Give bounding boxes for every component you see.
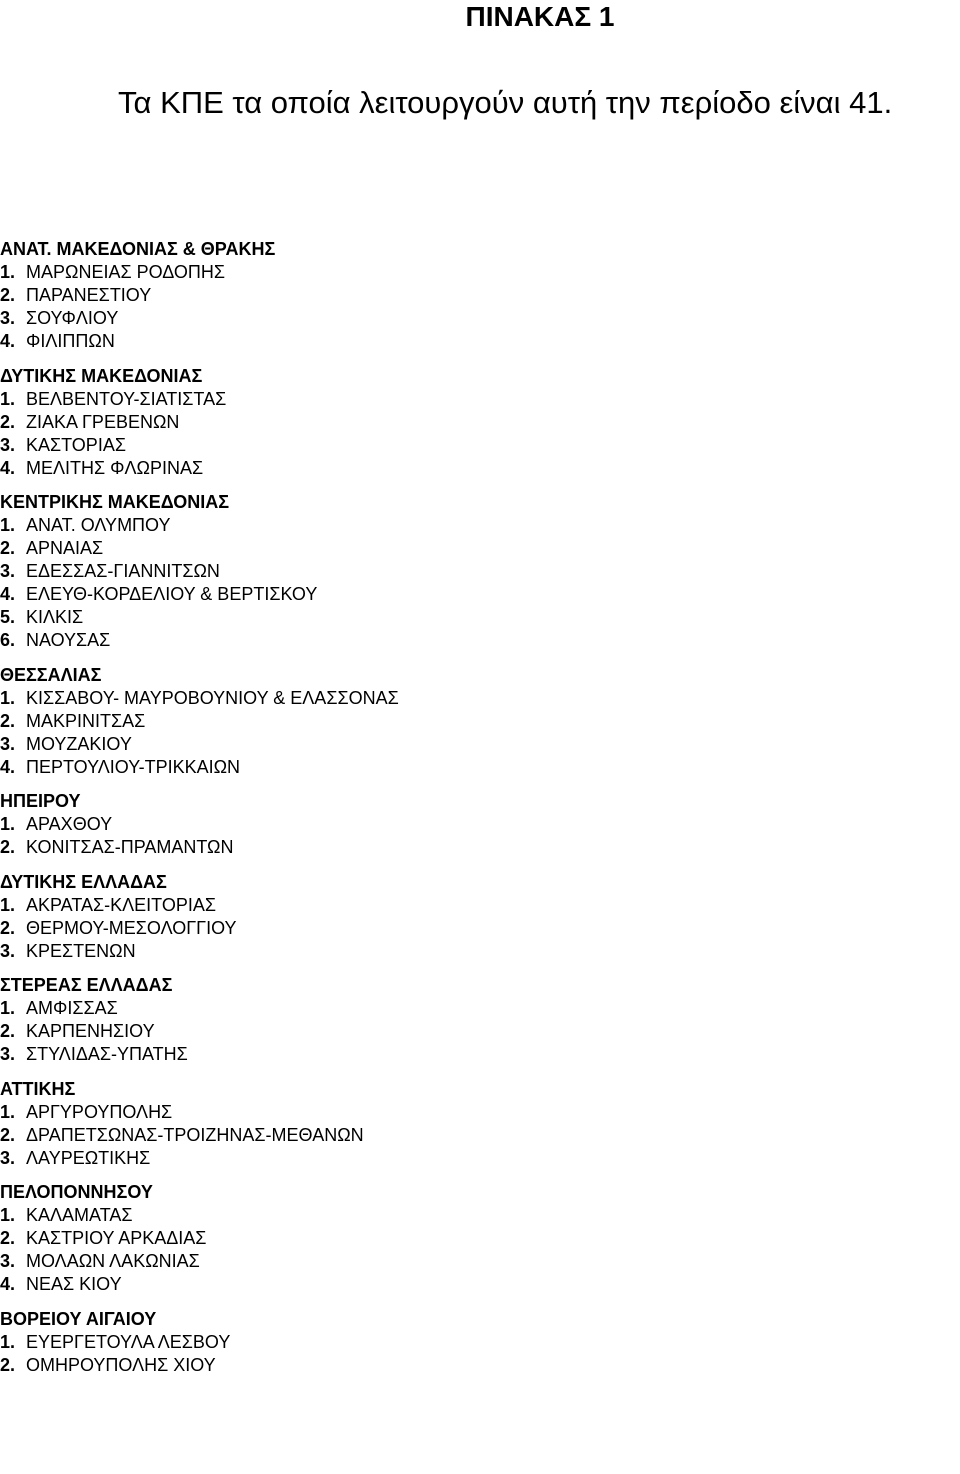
center-list-item — [0, 537, 940, 560]
center-list-item — [0, 894, 940, 917]
region-heading: ΠΕΛΟΠΟΝΝΗΣΟΥ — [0, 1182, 153, 1202]
item-number: 4. — [0, 1274, 16, 1294]
item-number: 1. — [0, 998, 16, 1018]
item-number: 2. — [0, 1354, 16, 1375]
center-name: ΜΕΛΙΤΗΣ ΦΛΩΡΙΝΑΣ — [26, 457, 204, 478]
item-number: 1. — [0, 515, 16, 535]
center-list-item — [0, 1331, 940, 1354]
item-number: 2. — [0, 710, 16, 731]
center-list-item — [0, 434, 940, 457]
item-number: 1. — [0, 894, 16, 915]
item-number: 6. — [0, 630, 16, 650]
page-title: ΠΙΝΑΚΑΣ 1 — [465, 1, 615, 32]
item-number: 3. — [0, 1044, 16, 1064]
item-number: 1. — [0, 814, 16, 834]
center-name: ΖΙΑΚΑ ΓΡΕΒΕΝΩΝ — [26, 411, 180, 432]
center-name: ΠΑΡΑΝΕΣΤΙΟΥ — [26, 285, 152, 305]
center-list-item — [0, 687, 940, 710]
center-name: ΝΕΑΣ ΚΙΟΥ — [26, 1274, 122, 1294]
region-section — [0, 790, 940, 859]
region-heading: ΗΠΕΙΡΟΥ — [0, 791, 81, 811]
item-number: 5. — [0, 607, 16, 627]
center-name: ΑΝΑΤ. ΟΛΥΜΠΟΥ — [26, 515, 171, 535]
item-number: 2. — [0, 1228, 16, 1248]
center-name: ΚΑΛΑΜΑΤΑΣ — [26, 1205, 133, 1225]
center-list-item — [0, 917, 940, 940]
center-name: ΜΑΚΡΙΝΙΤΣΑΣ — [26, 710, 146, 731]
center-list-item — [0, 330, 940, 353]
center-list-item — [0, 1250, 940, 1273]
region-heading: ΔΥΤΙΚΗΣ ΜΑΚΕΔΟΝΙΑΣ — [0, 365, 203, 386]
center-name: ΔΡΑΠΕΤΣΩΝΑΣ-ΤΡΟΙΖΗΝΑΣ-ΜΕΘΑΝΩΝ — [26, 1124, 364, 1145]
region-heading: ΔΥΤΙΚΗΣ ΕΛΛΑΔΑΣ — [0, 871, 167, 892]
center-name: ΣΤΥΛΙΔΑΣ-ΥΠΑΤΗΣ — [26, 1044, 188, 1064]
center-name: ΑΡΑΧΘΟΥ — [26, 814, 113, 834]
item-number: 1. — [0, 388, 16, 409]
item-number: 4. — [0, 584, 16, 604]
center-list-item — [0, 940, 940, 963]
center-list-item — [0, 733, 940, 756]
item-number: 2. — [0, 917, 16, 938]
region-section — [0, 491, 940, 652]
item-number: 4. — [0, 756, 16, 777]
region-section — [0, 871, 940, 963]
item-number: 4. — [0, 331, 16, 351]
center-list-item — [0, 514, 940, 537]
region-section — [0, 365, 940, 480]
center-name: ΕΔΕΣΣΑΣ-ΓΙΑΝΝΙΤΣΩΝ — [26, 561, 220, 581]
center-list-item — [0, 1020, 940, 1043]
center-name: ΕΛΕΥΘ-ΚΟΡΔΕΛΙΟΥ & ΒΕΡΤΙΣΚΟΥ — [26, 584, 318, 604]
item-number: 1. — [0, 1331, 16, 1352]
center-list-item — [0, 1273, 940, 1296]
item-number: 2. — [0, 1021, 16, 1041]
item-number: 3. — [0, 1147, 16, 1168]
item-number: 2. — [0, 538, 16, 558]
item-number: 3. — [0, 308, 16, 328]
item-number: 1. — [0, 1205, 16, 1225]
region-section — [0, 1181, 940, 1296]
center-name: ΒΕΛΒΕΝΤΟΥ-ΣΙΑΤΙΣΤΑΣ — [26, 388, 227, 409]
center-list-item — [0, 457, 940, 480]
center-list-item — [0, 307, 940, 330]
region-heading: ΒΟΡΕΙΟΥ ΑΙΓΑΙΟΥ — [0, 1308, 157, 1329]
center-name: ΜΟΛΑΩΝ ΛΑΚΩΝΙΑΣ — [26, 1251, 200, 1271]
center-list-item — [0, 1227, 940, 1250]
region-heading: ΚΕΝΤΡΙΚΗΣ ΜΑΚΕΔΟΝΙΑΣ — [0, 492, 230, 512]
center-list-item — [0, 560, 940, 583]
region-section — [0, 238, 940, 353]
region-heading: ΑΤΤΙΚΗΣ — [0, 1078, 76, 1099]
center-list-item — [0, 1043, 940, 1066]
region-section — [0, 664, 940, 779]
center-list-item — [0, 1354, 940, 1377]
center-name: ΕΥΕΡΓΕΤΟΥΛΑ ΛΕΣΒΟΥ — [26, 1331, 231, 1352]
item-number: 2. — [0, 837, 16, 857]
center-name: ΑΚΡΑΤΑΣ-ΚΛΕΙΤΟΡΙΑΣ — [26, 894, 216, 915]
center-name: ΜΟΥΖΑΚΙΟΥ — [26, 733, 132, 754]
item-number: 3. — [0, 561, 16, 581]
region-section — [0, 1078, 940, 1170]
region-section — [0, 1308, 940, 1377]
center-name: ΝΑΟΥΣΑΣ — [26, 630, 111, 650]
center-name: ΑΜΦΙΣΣΑΣ — [26, 998, 118, 1018]
center-list-item — [0, 629, 940, 652]
region-heading: ΣΤΕΡΕΑΣ ΕΛΛΑΔΑΣ — [0, 975, 173, 995]
item-number: 1. — [0, 687, 16, 708]
center-list-item — [0, 583, 940, 606]
center-list-item — [0, 1204, 940, 1227]
item-number: 2. — [0, 1124, 16, 1145]
center-list-item — [0, 997, 940, 1020]
center-list-item — [0, 411, 940, 434]
item-number: 1. — [0, 262, 16, 282]
item-number: 3. — [0, 1251, 16, 1271]
center-name: ΚΙΛΚΙΣ — [26, 607, 84, 627]
center-list-item — [0, 606, 940, 629]
center-name: ΑΡΓΥΡΟΥΠΟΛΗΣ — [26, 1101, 173, 1122]
center-name: ΚΑΡΠΕΝΗΣΙΟΥ — [26, 1021, 155, 1041]
center-name: ΘΕΡΜΟΥ-ΜΕΣΟΛΟΓΓΙΟΥ — [26, 917, 237, 938]
center-list-item — [0, 388, 940, 411]
center-list-item — [0, 1124, 940, 1147]
center-name: ΚΑΣΤΡΙΟΥ ΑΡΚΑΔΙΑΣ — [26, 1228, 207, 1248]
center-name: ΚΑΣΤΟΡΙΑΣ — [26, 434, 126, 455]
center-list-item — [0, 813, 940, 836]
center-name: ΛΑΥΡΕΩΤΙΚΗΣ — [26, 1147, 151, 1168]
center-name: ΦΙΛΙΠΠΩΝ — [26, 331, 115, 351]
region-heading: ΑΝΑΤ. ΜΑΚΕΔΟΝΙΑΣ & ΘΡΑΚΗΣ — [0, 239, 276, 259]
item-number: 2. — [0, 285, 16, 305]
region-section — [0, 974, 940, 1066]
center-name: ΟΜΗΡΟΥΠΟΛΗΣ ΧΙΟΥ — [26, 1354, 216, 1375]
center-list-item — [0, 756, 940, 779]
region-list — [0, 238, 940, 1388]
center-name: ΚΟΝΙΤΣΑΣ-ΠΡΑΜΑΝΤΩΝ — [26, 837, 234, 857]
item-number: 3. — [0, 434, 16, 455]
center-list-item — [0, 1101, 940, 1124]
region-heading: ΘΕΣΣΑΛΙΑΣ — [0, 664, 102, 685]
item-number: 4. — [0, 457, 16, 478]
center-name: ΣΟΥΦΛΙΟΥ — [26, 308, 119, 328]
center-list-item — [0, 710, 940, 733]
center-name: ΜΑΡΩΝΕΙΑΣ ΡΟΔΟΠΗΣ — [26, 262, 226, 282]
item-number: 2. — [0, 411, 16, 432]
document-subtitle: Τα ΚΠΕ τα οποία λειτουργούν αυτή την περίοδο είναι 41. — [118, 85, 893, 120]
center-list-item — [0, 284, 940, 307]
center-name: ΚΙΣΣΑΒΟΥ- ΜΑΥΡΟΒΟΥΝΙΟΥ & ΕΛΑΣΣΟΝΑΣ — [26, 687, 399, 708]
item-number: 1. — [0, 1101, 16, 1122]
item-number: 3. — [0, 733, 16, 754]
center-list-item — [0, 1147, 940, 1170]
item-number: 3. — [0, 940, 16, 961]
center-list-item — [0, 261, 940, 284]
center-name: ΚΡΕΣΤΕΝΩΝ — [26, 940, 136, 961]
center-list-item — [0, 836, 940, 859]
center-name: ΑΡΝΑΙΑΣ — [26, 538, 104, 558]
center-name: ΠΕΡΤΟΥΛΙΟΥ-ΤΡΙΚΚΑΙΩΝ — [26, 756, 241, 777]
